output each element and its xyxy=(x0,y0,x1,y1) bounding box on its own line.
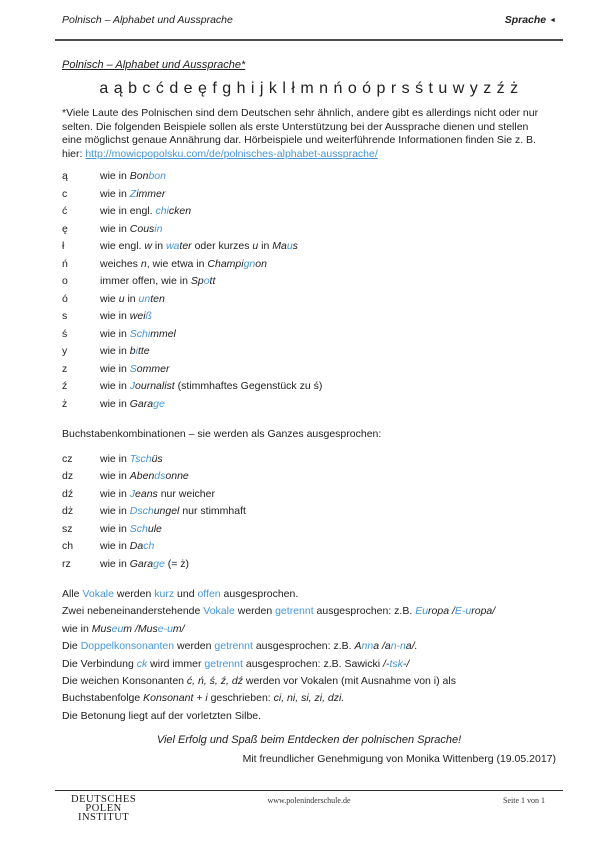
text-segment: immer xyxy=(136,187,166,200)
text-segment: J xyxy=(129,380,136,392)
text-segment: Die Betonung liegt auf der vorletzten Silbe. xyxy=(62,709,262,722)
text-segment: un xyxy=(138,292,151,305)
list-item xyxy=(62,486,556,504)
text-segment: / xyxy=(449,605,455,618)
letter-label: dż xyxy=(62,505,74,517)
text-segment: a/. xyxy=(405,640,418,653)
text-segment: Die xyxy=(62,640,81,653)
pronunciation-desc xyxy=(100,308,556,326)
text-segment: in xyxy=(151,240,166,252)
text-segment: ommer xyxy=(136,362,170,375)
text-segment: on xyxy=(255,257,267,270)
text-segment: wie in xyxy=(100,397,130,410)
intro-paragraph xyxy=(62,107,556,161)
closing-line: Viel Erfolg und Spaß beim Entdecken der polnischen Sprache! xyxy=(156,734,462,747)
text-segment: eu xyxy=(111,622,124,635)
text-segment: n xyxy=(140,257,147,270)
text-segment: Zwei nebeneinanderstehende xyxy=(62,605,204,618)
text-segment: wird immer xyxy=(147,657,205,670)
text-segment: tsk xyxy=(389,657,403,670)
pronunciation-desc xyxy=(100,221,556,239)
text-segment: wei xyxy=(129,310,146,322)
text-segment: *Viele Laute des Polnischen sind dem Deutschen sehr ähnlich, andere gibt es allerdings nicht oder nur xyxy=(62,107,539,119)
text-segment: offen xyxy=(197,588,221,600)
text-segment: Dsch xyxy=(129,505,154,517)
note-paragraph xyxy=(62,586,556,603)
letter-label: ź xyxy=(62,380,68,392)
page-header xyxy=(62,14,556,26)
text-segment: ge xyxy=(153,397,165,410)
text-segment: mmel xyxy=(150,327,176,340)
text-segment: wie in xyxy=(100,452,130,465)
pronunciation-desc xyxy=(100,186,556,204)
text-segment: wie in engl. xyxy=(100,205,156,217)
text-segment: wie in xyxy=(100,522,130,535)
text-segment: Vokale xyxy=(82,588,114,600)
text-segment: wie in xyxy=(100,222,130,235)
list-item xyxy=(62,238,556,256)
text-segment: wie in xyxy=(100,362,130,375)
text-segment: wa xyxy=(165,240,180,252)
text-segment: Cous xyxy=(129,222,155,235)
text-segment: u xyxy=(252,240,259,252)
text-segment: immer offen, wie in xyxy=(100,275,191,287)
text-segment: Gara xyxy=(129,557,154,570)
page-title: Polnisch – Alphabet und Aussprache* xyxy=(62,59,246,71)
text-segment: Champi xyxy=(207,257,244,270)
pronunciation-desc xyxy=(100,238,556,256)
pronunciation-desc xyxy=(100,273,556,291)
text-segment: (= ż) xyxy=(164,557,190,570)
list-item xyxy=(62,361,556,379)
text-segment: wie in xyxy=(100,345,130,357)
header-category xyxy=(505,14,556,26)
text-segment: cken xyxy=(168,205,192,217)
list-item xyxy=(62,343,556,361)
letter-label: ó xyxy=(62,292,68,305)
pronunciation-link[interactable]: http://mowicpopolsku.com/de/polnisches-alphabet-aussprache/ xyxy=(85,147,378,160)
text-segment: nur stimmhaft xyxy=(179,505,246,517)
text-segment: m/ xyxy=(172,622,185,635)
text-segment: Schi xyxy=(129,327,151,340)
combos-heading: Buchstabenkombinationen – sie werden als Ganzes ausgesprochen: xyxy=(62,428,382,440)
alphabet-line: a ą b c ć d e ę f g h i j k l ł m n ń o ó p r s ś t u w y z ź ż xyxy=(99,80,519,97)
text-segment: wie in xyxy=(100,170,130,182)
letter-label: s xyxy=(62,310,68,322)
text-segment: Aben xyxy=(129,470,155,482)
text-segment: m xyxy=(123,622,133,635)
text-segment: Buchstabenfolge xyxy=(62,692,144,705)
text-segment: werden xyxy=(234,605,276,618)
pronunciation-desc xyxy=(100,168,556,186)
letter-label: rz xyxy=(62,557,71,570)
text-segment: wie in xyxy=(100,310,130,322)
text-segment: onne xyxy=(165,470,189,482)
pronunciation-desc xyxy=(100,361,556,379)
logo-line: DEUTSCHES xyxy=(71,794,137,805)
list-item xyxy=(62,396,556,414)
text-segment: i xyxy=(135,345,138,357)
list-item xyxy=(62,326,556,344)
text-segment: wie in xyxy=(100,327,130,340)
text-segment: Ma xyxy=(272,240,287,252)
text-segment: gn xyxy=(243,257,256,270)
text-segment: w xyxy=(144,240,152,252)
text-segment: selten. Die folgenden Beispiele sollen als erste Unterstützung bei der Aussprache dienen und stellen xyxy=(62,120,529,133)
text-segment: A xyxy=(354,640,362,653)
letter-label: ż xyxy=(62,397,68,410)
letter-label: c xyxy=(62,187,68,200)
text-segment: ausgesprochen: z.B. Sawicki xyxy=(242,657,384,670)
text-segment: Die weichen Konsonanten xyxy=(62,675,187,688)
text-segment: J xyxy=(129,487,136,500)
text-segment: Alle xyxy=(62,588,83,600)
letter-list xyxy=(62,168,556,413)
list-item xyxy=(62,451,556,469)
text-segment: oder kurzes xyxy=(191,240,253,252)
text-segment: getrennt xyxy=(204,657,243,670)
text-segment: eans xyxy=(135,487,158,500)
text-segment: eine möglichst genaue Annährung dar. Hörbeispiele und weiterführende Informationen finden Sie z. B. xyxy=(62,134,536,146)
list-item xyxy=(62,256,556,274)
pronunciation-desc xyxy=(100,343,556,361)
letter-label: ch xyxy=(62,540,74,552)
text-segment: ropa xyxy=(428,605,450,618)
text-segment: (stimmhaftes Gegenstück zu ś) xyxy=(174,380,323,392)
pronunciation-desc xyxy=(100,326,556,344)
logo-line: POLEN xyxy=(85,803,122,814)
text-segment: geschrieben: xyxy=(207,692,274,705)
letter-label: sz xyxy=(62,522,73,535)
credit-line: Mit freundlicher Genehmigung von Monika Wittenberg (19.05.2017) xyxy=(242,753,556,766)
text-segment: Da xyxy=(129,540,144,552)
text-segment: ungel xyxy=(153,505,180,517)
text-segment: wie in xyxy=(100,470,130,482)
text-segment: nur weicher xyxy=(157,487,215,500)
text-segment: hier: xyxy=(62,147,86,160)
text-segment: ule xyxy=(147,522,162,535)
letter-label: y xyxy=(62,345,68,357)
text-segment: wie in xyxy=(62,622,92,635)
text-segment: Bon xyxy=(129,170,149,182)
text-segment: wie in xyxy=(100,380,130,392)
text-segment: wie in xyxy=(100,187,130,200)
text-segment: ß xyxy=(145,310,152,322)
header-divider xyxy=(55,39,563,41)
text-segment: ten xyxy=(150,292,165,305)
text-segment: Mus xyxy=(91,622,112,635)
text-segment: wie in xyxy=(100,540,130,552)
text-segment: S xyxy=(129,362,137,375)
text-segment: weiches xyxy=(100,257,141,270)
pronunciation-desc xyxy=(100,378,556,396)
text-segment: o xyxy=(203,275,210,287)
logo-line: INSTITUT xyxy=(77,812,130,823)
text-segment: getrennt xyxy=(214,640,253,653)
text-segment: e-u xyxy=(157,622,173,635)
text-segment: E-u xyxy=(454,605,472,618)
page-number: Seite 1 von 1 xyxy=(503,796,545,805)
text-segment: /- xyxy=(383,657,390,670)
list-item xyxy=(62,203,556,221)
text-segment: s xyxy=(292,240,298,252)
text-segment: ausgesprochen: z.B. xyxy=(313,605,416,618)
list-item xyxy=(62,503,556,521)
text-segment: werden xyxy=(174,640,215,653)
list-item xyxy=(62,556,556,574)
list-item xyxy=(62,273,556,291)
letter-label: dź xyxy=(62,487,74,500)
letter-label: cz xyxy=(62,452,73,465)
text-segment: chi xyxy=(155,205,169,217)
text-segment: nn xyxy=(361,640,374,653)
text-segment: wie in xyxy=(100,557,130,570)
list-item xyxy=(62,308,556,326)
letter-label: z xyxy=(62,362,68,375)
note-paragraph xyxy=(62,673,556,708)
text-segment: kurz xyxy=(154,588,175,600)
pronunciation-desc xyxy=(100,503,556,521)
text-segment: Mus xyxy=(137,622,158,635)
pronunciation-desc xyxy=(100,256,556,274)
text-segment: Tsch xyxy=(129,452,152,465)
text-segment: Konsonant + i xyxy=(143,692,208,705)
text-segment: in xyxy=(154,222,163,235)
text-segment: tt xyxy=(209,275,216,287)
text-segment: tte xyxy=(137,345,150,357)
text-segment: ds xyxy=(154,470,166,482)
list-item xyxy=(62,186,556,204)
text-segment: Doppelkonsonanten xyxy=(80,640,175,653)
pronunciation-desc xyxy=(100,521,556,539)
text-segment: Z xyxy=(129,187,137,200)
text-segment: Sp xyxy=(190,275,204,287)
text-segment: ć, ń, ś, ź, dź xyxy=(186,675,243,688)
nav-arrow-icon: ◄ xyxy=(549,17,556,24)
page-footer xyxy=(0,790,600,823)
text-segment: Vokale xyxy=(203,605,235,618)
text-segment: ausgesprochen. xyxy=(220,588,299,600)
text-segment: u xyxy=(118,292,125,305)
list-item xyxy=(62,291,556,309)
pronunciation-desc xyxy=(100,538,556,556)
text-segment: n-n xyxy=(390,640,406,653)
pronunciation-desc xyxy=(100,468,556,486)
text-segment: werden vor Vokalen (mit Ausnahme von i) als xyxy=(242,675,456,688)
text-segment: b xyxy=(129,345,136,357)
text-segment: Die Verbindung xyxy=(62,657,137,670)
list-item xyxy=(62,521,556,539)
text-segment: ci, ni, si, zi, dzi. xyxy=(273,692,345,705)
header-category-label: Sprache xyxy=(504,14,547,26)
pronunciation-desc xyxy=(100,203,556,221)
text-segment: ck xyxy=(136,657,148,670)
pronunciation-desc xyxy=(100,451,556,469)
text-segment: getrennt xyxy=(275,605,314,618)
text-segment: wie in xyxy=(100,505,130,517)
pronunciation-desc xyxy=(100,486,556,504)
text-segment: wie engl. xyxy=(100,240,145,252)
list-item xyxy=(62,221,556,239)
note-paragraph xyxy=(62,638,556,655)
letter-label: ń xyxy=(62,257,68,270)
letter-label: ś xyxy=(62,327,68,340)
letter-label: ć xyxy=(62,205,68,217)
text-segment: in xyxy=(124,292,139,305)
text-segment: a xyxy=(373,640,380,653)
text-segment: / xyxy=(132,622,138,635)
text-segment: wie in xyxy=(100,487,130,500)
list-item xyxy=(62,468,556,486)
list-item xyxy=(62,538,556,556)
text-segment: /a xyxy=(379,640,391,653)
text-segment: ch xyxy=(143,540,155,552)
list-item xyxy=(62,168,556,186)
letter-label: o xyxy=(62,275,68,287)
text-segment: u xyxy=(286,240,293,252)
header-running-title: Polnisch – Alphabet und Aussprache xyxy=(62,14,233,26)
footer-divider xyxy=(55,790,563,791)
text-segment: und xyxy=(174,588,198,600)
text-segment: in xyxy=(258,240,273,252)
letter-label: dz xyxy=(62,470,74,482)
text-segment: -/ xyxy=(402,657,410,670)
text-segment: Sch xyxy=(129,522,148,535)
text-segment: wie xyxy=(100,292,119,305)
text-segment: Eu xyxy=(415,605,429,618)
note-paragraph xyxy=(62,708,556,725)
text-segment: ausgesprochen: z.B. xyxy=(252,640,355,653)
text-segment: ter xyxy=(179,240,192,252)
text-segment: , wie etwa in xyxy=(146,257,208,270)
text-segment: ournalist xyxy=(135,380,175,392)
text-segment: werden xyxy=(113,588,155,600)
pronunciation-desc xyxy=(100,556,556,574)
note-paragraph xyxy=(62,603,556,638)
note-paragraph xyxy=(62,656,556,673)
text-segment: bon xyxy=(148,170,166,182)
letter-label: ę xyxy=(62,222,68,235)
text-segment: ge xyxy=(153,557,165,570)
letter-label: ł xyxy=(62,240,65,252)
footer-url[interactable]: www.poleninderschule.de xyxy=(267,796,351,805)
list-item xyxy=(62,378,556,396)
pronunciation-desc xyxy=(100,291,556,309)
text-segment: ropa/ xyxy=(471,605,496,618)
pronunciation-desc xyxy=(100,396,556,414)
letter-label: ą xyxy=(62,170,68,182)
combo-list xyxy=(62,451,556,574)
notes-section xyxy=(62,586,556,725)
text-segment: üs xyxy=(151,452,163,465)
text-segment: Gara xyxy=(129,397,154,410)
